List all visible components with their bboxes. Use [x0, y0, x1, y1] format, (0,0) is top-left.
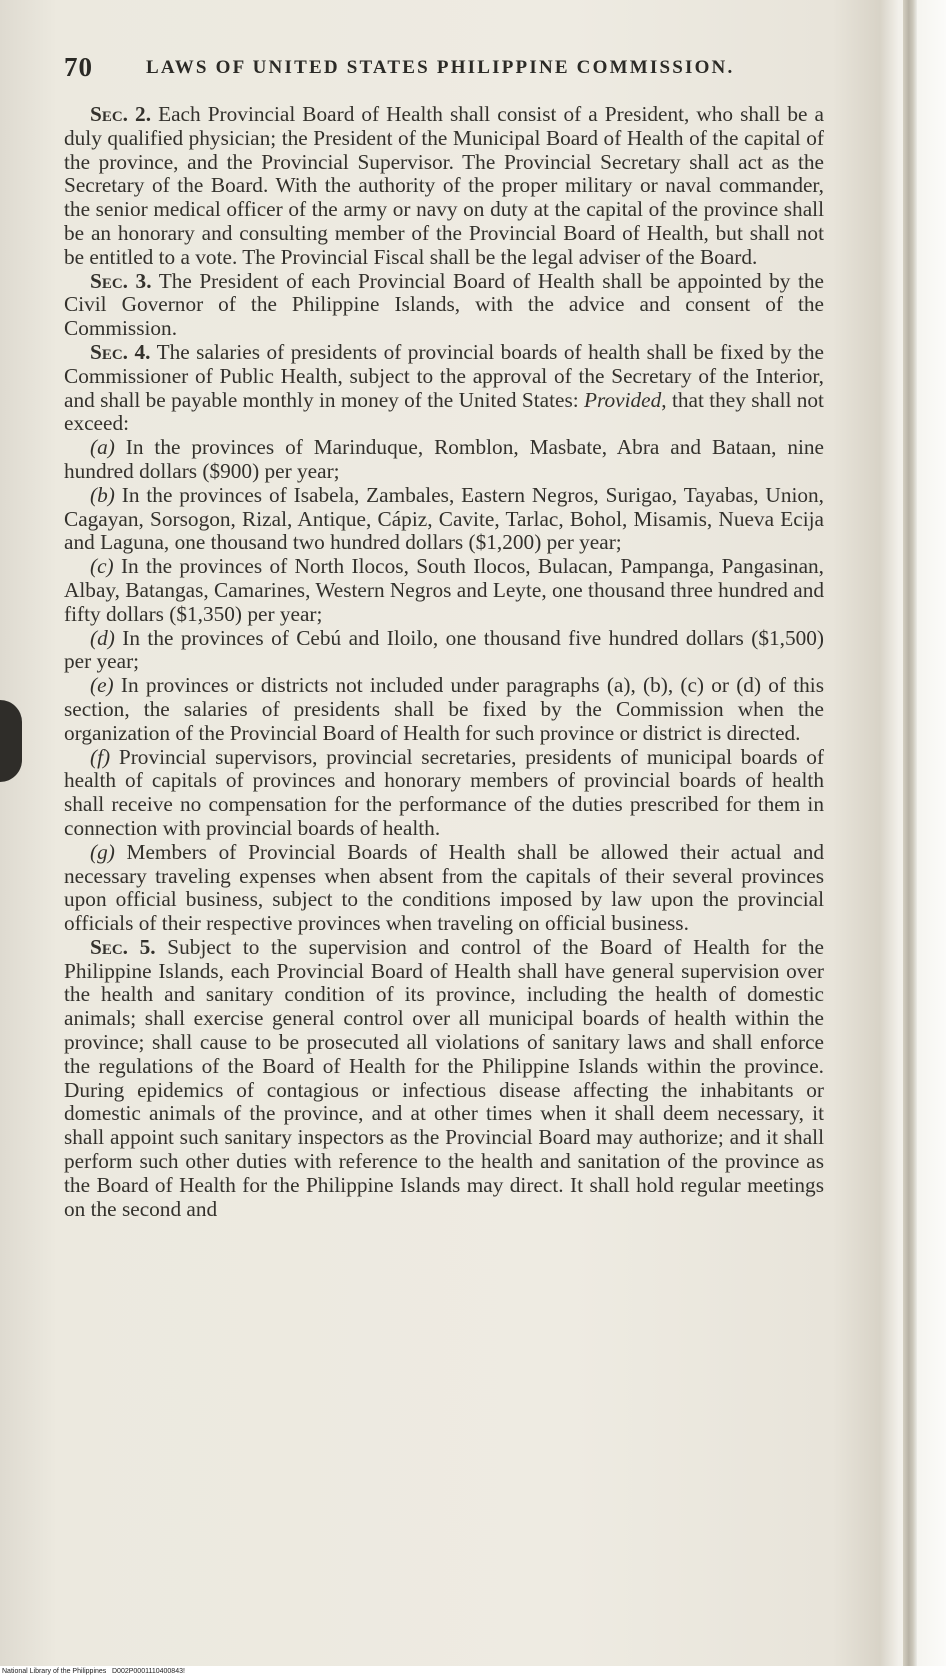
scan-footer — [0, 1666, 946, 1679]
item-text: In the provinces of Cebú and Iloilo, one thousand five hundred dollars ($1,500) per year; — [64, 625, 824, 674]
proviso: Provided — [584, 387, 662, 412]
section-3 — [64, 270, 824, 341]
item-label: (f) — [90, 744, 111, 769]
list-item — [64, 746, 824, 841]
item-label: (b) — [90, 482, 115, 507]
list-item — [64, 674, 824, 745]
list-item — [64, 841, 824, 936]
section-text: The President of each Provincial Board of Health shall be appointed by the Civil Governor of the Philippine Islands, with the advice and consent of the Commission. — [64, 268, 824, 341]
section-4 — [64, 341, 824, 436]
list-item — [64, 627, 824, 675]
section-5 — [64, 936, 824, 1222]
section-label: Sec. 3. — [90, 268, 152, 293]
item-label: (c) — [90, 554, 114, 579]
body-text — [64, 103, 824, 1221]
section-text: The salaries of presidents of provincial boards of health shall be fixed by the Commissioner of Public Health, subject to the approval of the Secretary of the Interior, and shall be payable monthly in money of the United States: — [64, 339, 824, 412]
section-text-end: , that they shall not exceed: — [64, 387, 824, 436]
item-label: (e) — [90, 673, 114, 698]
section-label: Sec. 2. — [90, 102, 152, 126]
footer-identifier: D002P0001110400843! — [112, 1668, 185, 1675]
section-text: Each Provincial Board of Health shall consist of a President, who shall be a duly qualified physician; the President of the Municipal Board of Health of the capital of the province, and the Provincial Supervisor. The Provincial Secretary shall act as the Secretary of the Board. With the authority of the proper military or naval commander, the senior medical officer of the army or navy on duty at the capital of the province shall be an honorary and consulting member of the Provincial Board of Health, but shall not be entitled to a vote. The Provincial Fiscal shall be the legal adviser of the Board. — [64, 102, 825, 269]
list-item — [64, 555, 824, 626]
item-label: (a) — [90, 435, 115, 460]
page-gutter — [903, 0, 917, 1679]
item-text: In provinces or districts not included under paragraphs (a), (b), (c) or (d) of this section, the salaries of presidents shall be fixed by the Commission when the organization of the Provincial Board of Health for such province or district is directed. — [64, 673, 824, 745]
section-label: Sec. 4. — [90, 339, 151, 364]
footer-library: National Library of the Philippines — [2, 1668, 107, 1675]
section-label: Sec. 5. — [90, 934, 156, 959]
item-label: (d) — [90, 625, 115, 650]
section-2 — [64, 103, 824, 270]
list-item — [64, 484, 824, 555]
item-text: In the provinces of North Ilocos, South Ilocos, Bulacan, Pampanga, Pangasinan, Albay, Batangas, Camarines, Western Negros and Leyte, one thousand three hundred and fifty dollars ($1,350) per year; — [64, 554, 825, 626]
item-text: In the provinces of Marinduque, Romblon, Masbate, Abra and Bataan, nine hundred dollars ($900) per year; — [64, 435, 824, 483]
binding-shadow — [0, 700, 22, 782]
page-header — [64, 52, 824, 84]
page-number: 70 — [64, 52, 93, 82]
list-item — [64, 436, 824, 484]
section-text: Subject to the supervision and control of the Board of Health for the Philippine Islands, each Provincial Board of Health shall have general supervision over the health and sanitary condition of its province, including the health of domestic animals; shall exercise general control over all municipal boards of health within the province; shall cause to be prosecuted all violations of sanitary laws and shall enforce the regulations of the Board of Health for the Philippine Islands within the province. During epidemics of contagious or infectious disease affecting the inhabitants or domestic animals of the province, and at other times when it shall deem necessary, it shall appoint such sanitary inspectors as the Provincial Board may authorize; and it shall perform such other duties with reference to the health and sanitation of the province as the Board of Health for the Philippine Islands may direct. It shall hold regular meetings on the second and — [64, 934, 824, 1221]
running-head: LAWS OF UNITED STATES PHILIPPINE COMMISSION. — [146, 57, 735, 78]
item-text: Provincial supervisors, provincial secretaries, presidents of municipal boards of health of capitals of provinces and honorary members of provincial boards of health shall receive no compensation for the performance of the duties prescribed for them in connection with provincial boards of health. — [64, 744, 824, 840]
item-label: (g) — [90, 839, 115, 864]
item-text: In the provinces of Isabela, Zambales, Eastern Negros, Surigao, Tayabas, Union, Cagayan, Sorsogon, Rizal, Antique, Cápiz, Cavite, Tarlac, Bohol, Misamis, Nueva Ecija and Laguna, one thousand two hundred dollars ($1,200) per year; — [64, 482, 825, 555]
item-text: Members of Provincial Boards of Health shall be allowed their actual and necessary traveling expenses when absent from the capitals of their several provinces upon official business, subject to the conditions imposed by law upon the provincial officials of their respective provinces when traveling on official business. — [64, 839, 824, 936]
